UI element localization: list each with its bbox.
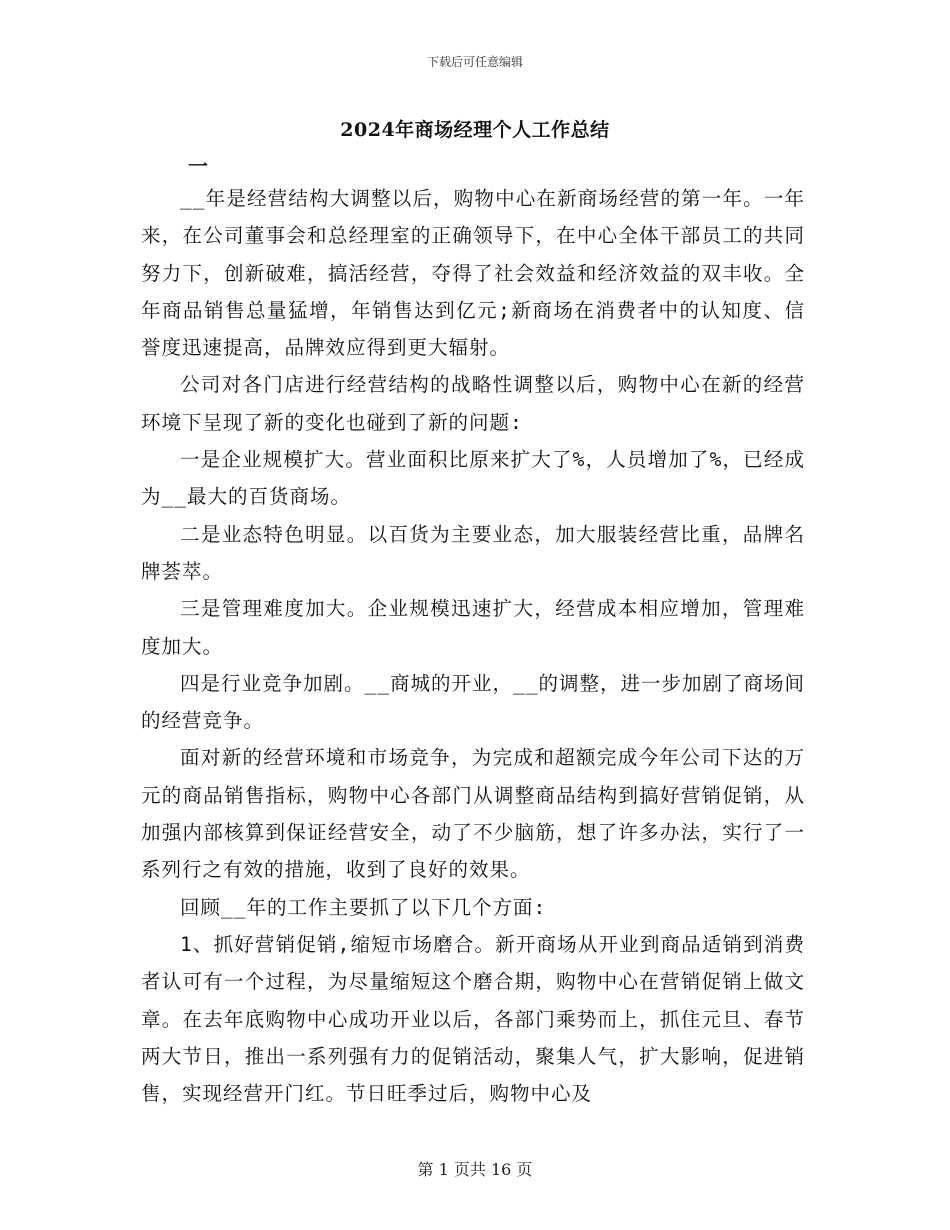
page-number: 第 1 页共 16 页: [417, 1160, 533, 1179]
paragraph: 公司对各门店进行经营结构的战略性调整以后，购物中心在新的经营环境下呈现了新的变化也碰到了新的问题:: [141, 373, 805, 434]
paragraph: 1、抓好营销促销,缩短市场磨合。新开商场从开业到商品适销到消费者认可有一个过程，为尽量缩短这个磨合期，购物中心在营销促销上做文章。在去年底购物中心成功开业以后，各部门乘势而上，抓住元旦、春节两大节日，推出一系列强有力的促销活动，聚集人气，扩大影响，促进销售，实现经营开门红。节日旺季过后，购物中心及: [141, 932, 805, 1106]
document-body: [141, 180, 805, 1112]
document-title: 2024年商场经理个人工作总结: [340, 119, 610, 141]
paragraph: 一是企业规模扩大。营业面积比原来扩大了%，人员增加了%，已经成为__最大的百货商场。: [141, 448, 805, 509]
paragraph: 面对新的经营环境和市场竞争，为完成和超额完成今年公司下达的万元的商品销售指标，购物中心各部门从调整商品结构到搞好营销促销，从加强内部核算到保证经营安全，动了不少脑筋，想了许多办法，实行了一系列行之有效的措施，收到了良好的效果。: [141, 746, 805, 882]
paragraph: 回顾__年的工作主要抓了以下几个方面:: [180, 895, 547, 919]
section-number: 一: [188, 154, 208, 178]
header-note: 下载后可任意编辑: [426, 55, 523, 69]
paragraph: __年是经营结构大调整以后，购物中心在新商场经营的第一年。一年来，在公司董事会和总经理室的正确领导下，在中心全体干部员工的共同努力下，创新破难，搞活经营，夺得了社会效益和经济效益的双丰收。全年商品销售总量猛增，年销售达到亿元;新商场在消费者中的认知度、信誉度迅速提高，品牌效应得到更大辐射。: [141, 187, 805, 360]
paragraph: 四是行业竞争加剧。__商城的开业，__的调整，进一步加剧了商场间的经营竞争。: [141, 671, 805, 733]
paragraph: 二是业态特色明显。以百货为主要业态，加大服装经营比重，品牌名牌荟萃。: [141, 522, 805, 583]
paragraph: 三是管理难度加大。企业规模迅速扩大，经营成本相应增加，管理难度加大。: [141, 597, 805, 658]
